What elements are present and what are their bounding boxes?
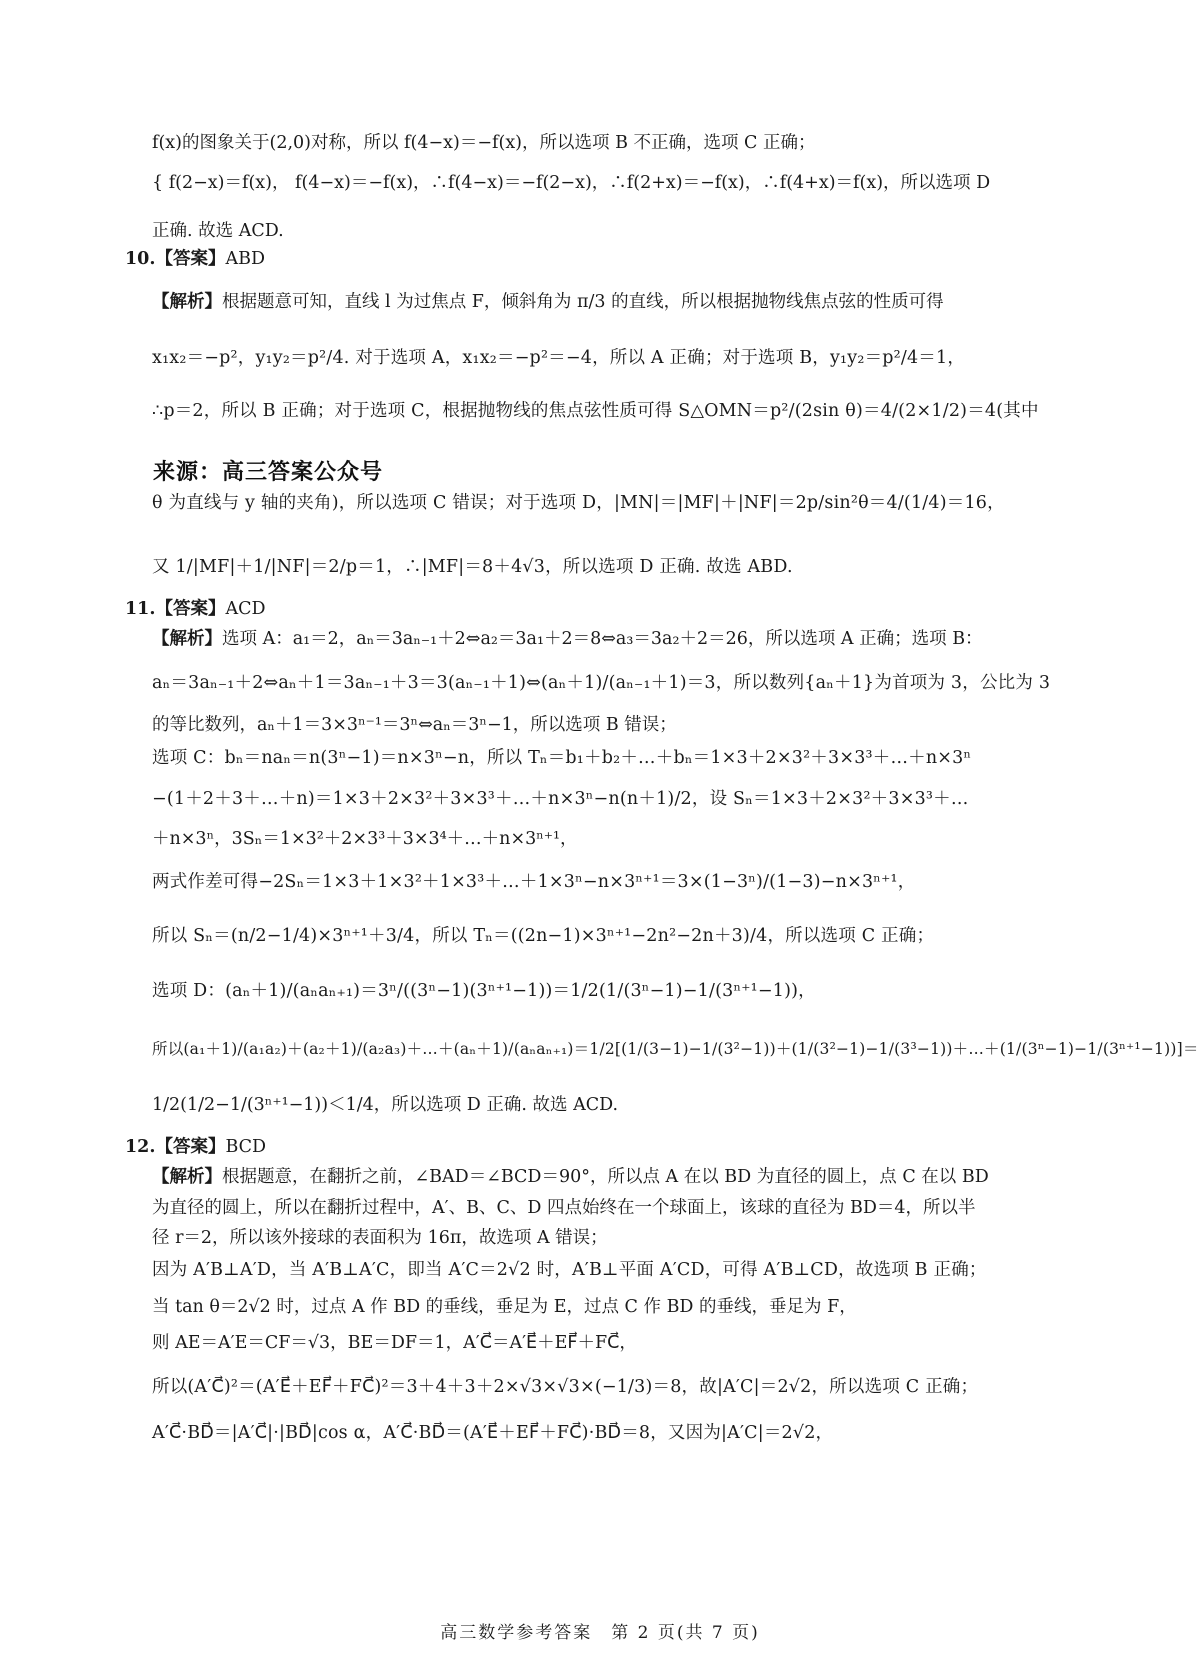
q12-analysis-row — [152, 1164, 1062, 1190]
q10-line-5: 又 1/|MF|＋1/|NF|＝2/p＝1，∴|MF|＝8＋4√3，所以选项 D 正确. 故选 ABD. — [152, 557, 793, 577]
q10-line-4: θ 为直线与 y 轴的夹角)，所以选项 C 错误；对于选项 D，|MN|＝|MF|＋|NF|＝2p/sin²θ＝4/(1/4)＝16， — [152, 493, 1005, 513]
q11-line-11: 1/2(1/2−1/(3ⁿ⁺¹−1))＜1/4，所以选项 D 正确. 故选 ACD. — [152, 1095, 619, 1115]
q11-line-7: 两式作差可得−2Sₙ＝1×3＋1×3²＋1×3³＋…＋1×3ⁿ−n×3ⁿ⁺¹＝3×(1−3ⁿ)/(1−3)−n×3ⁿ⁺¹， — [152, 872, 916, 892]
page-footer: 高三数学参考答案 第 2 页(共 7 页) — [440, 1623, 760, 1643]
q10-answer: ABD — [225, 249, 265, 269]
q11-line-1: 选项 A：a₁＝2，aₙ＝3aₙ₋₁＋2⇔a₂＝3a₁＋2＝8⇔a₃＝3a₂＋2＝26，所以选项 A 正确；选项 B： — [222, 629, 983, 649]
q10-answer-tag: 【答案】 — [155, 249, 226, 269]
q9-line-3: 正确. 故选 ACD. — [152, 221, 284, 241]
q9-line-1: f(x)的图象关于(2,0)对称，所以 f(4−x)＝−f(x)，所以选项 B 不正确，选项 C 正确； — [152, 133, 816, 153]
q10-analysis-tag: 【解析】 — [152, 292, 222, 312]
q11-line-8: 所以 Sₙ＝(n/2−1/4)×3ⁿ⁺¹＋3/4，所以 Tₙ＝((2n−1)×3ⁿ⁺¹−2n²−2n＋3)/4，所以选项 C 正确； — [152, 926, 935, 946]
q10-line-1: 根据题意可知，直线 l 为过焦点 F，倾斜角为 π/3 的直线，所以根据抛物线焦点弦的性质可得 — [222, 292, 944, 312]
q10-number: 10. — [125, 249, 156, 269]
q11-line-9: 选项 D：(aₙ＋1)/(aₙaₙ₊₁)＝3ⁿ/((3ⁿ−1)(3ⁿ⁺¹−1))＝1/2(1/(3ⁿ−1)−1/(3ⁿ⁺¹−1))， — [152, 981, 816, 1001]
q12-line-7: 所以(A′C⃗)²＝(A′E⃗＋EF⃗＋FC⃗)²＝3＋4＋3＋2×√3×√3×(−1/3)＝8，故|A′C|＝2√2，所以选项 C 正确； — [152, 1377, 979, 1397]
q12-line-8: A′C⃗·BD⃗＝|A′C⃗|·|BD⃗|cos α，A′C⃗·BD⃗＝(A′E⃗＋EF⃗＋FC⃗)·BD⃗＝8，又因为|A′C|＝2√2， — [152, 1423, 834, 1443]
q12-answer-tag: 【答案】 — [155, 1137, 226, 1157]
q10-line-2: x₁x₂＝−p²，y₁y₂＝p²/4. 对于选项 A，x₁x₂＝−p²＝−4，所以 A 正确；对于选项 B，y₁y₂＝p²/4＝1， — [152, 348, 966, 368]
q12-answer-row — [125, 1134, 1035, 1160]
q11-line-5: −(1＋2＋3＋…＋n)＝1×3＋2×3²＋3×3³＋…＋n×3ⁿ−n(n＋1)/2，设 Sₙ＝1×3＋2×3²＋3×3³＋… — [152, 789, 969, 809]
q10-analysis-row — [152, 289, 1062, 315]
q11-number: 11. — [125, 599, 156, 619]
q11-line-10: 所以(a₁＋1)/(a₁a₂)＋(a₂＋1)/(a₂a₃)＋…＋(aₙ＋1)/(aₙaₙ₊₁)＝1/2[(1/(3−1)−1/(3²−1))＋(1/(3²−1)−1/(3³−1))＋…＋(1/(3ⁿ−1)−1/(3ⁿ⁺¹−1))]＝ — [152, 1040, 1199, 1058]
q12-line-4: 因为 A′B⊥A′D，当 A′B⊥A′C，即当 A′C＝2√2 时，A′B⊥平面 A′CD，可得 A′B⊥CD，故选项 B 正确； — [152, 1260, 987, 1280]
q9-line-2: { f(2−x)＝f(x)， f(4−x)＝−f(x)，∴f(4−x)＝−f(2−x)，∴f(2+x)＝−f(x)，∴f(4+x)＝f(x)，所以选项 D — [152, 173, 991, 193]
q11-analysis-row — [152, 626, 1062, 652]
q11-analysis-tag: 【解析】 — [152, 629, 222, 649]
q12-answer: BCD — [225, 1137, 267, 1157]
q11-line-3: 的等比数列，aₙ＋1＝3×3ⁿ⁻¹＝3ⁿ⇔aₙ＝3ⁿ−1，所以选项 B 错误； — [152, 715, 677, 735]
q12-line-6: 则 AE＝A′E＝CF＝√3，BE＝DF＝1，A′C⃗＝A′E⃗＋EF⃗＋FC⃗， — [152, 1333, 637, 1353]
q12-line-1: 根据题意，在翻折之前，∠BAD＝∠BCD＝90°，所以点 A 在以 BD 为直径的圆上，点 C 在以 BD — [222, 1167, 989, 1187]
watermark-text: 来源：高三答案公众号 — [153, 460, 384, 485]
q11-line-4: 选项 C：bₙ＝naₙ＝n(3ⁿ−1)＝n×3ⁿ−n，所以 Tₙ＝b₁＋b₂＋…＋bₙ＝1×3＋2×3²＋3×3³＋…＋n×3ⁿ — [152, 748, 972, 768]
q10-line-3: ∴p＝2，所以 B 正确；对于选项 C，根据抛物线的焦点弦性质可得 S△OMN＝p²/(2sin θ)＝4/(2×1/2)＝4(其中 — [152, 401, 1039, 421]
q11-answer-tag: 【答案】 — [155, 599, 226, 619]
q12-number: 12. — [125, 1137, 156, 1157]
q11-answer: ACD — [225, 599, 266, 619]
q12-line-2: 为直径的圆上，所以在翻折过程中，A′、B、C、D 四点始终在一个球面上，该球的直径为 BD＝4，所以半 — [152, 1198, 976, 1218]
q11-line-6: ＋n×3ⁿ，3Sₙ＝1×3²＋2×3³＋3×3⁴＋…＋n×3ⁿ⁺¹， — [152, 829, 578, 849]
q12-analysis-tag: 【解析】 — [152, 1167, 222, 1187]
q11-answer-row — [125, 596, 1035, 622]
q10-answer-row — [125, 246, 1035, 272]
q12-line-5: 当 tan θ＝2√2 时，过点 A 作 BD 的垂线，垂足为 E，过点 C 作 BD 的垂线，垂足为 F， — [152, 1297, 857, 1317]
q12-line-3: 径 r＝2，所以该外接球的表面积为 16π，故选项 A 错误； — [152, 1228, 608, 1248]
q11-line-2: aₙ＝3aₙ₋₁＋2⇔aₙ＋1＝3aₙ₋₁＋3＝3(aₙ₋₁＋1)⇔(aₙ＋1)/(aₙ₋₁＋1)＝3，所以数列{aₙ＋1}为首项为 3，公比为 3 — [152, 673, 1051, 693]
